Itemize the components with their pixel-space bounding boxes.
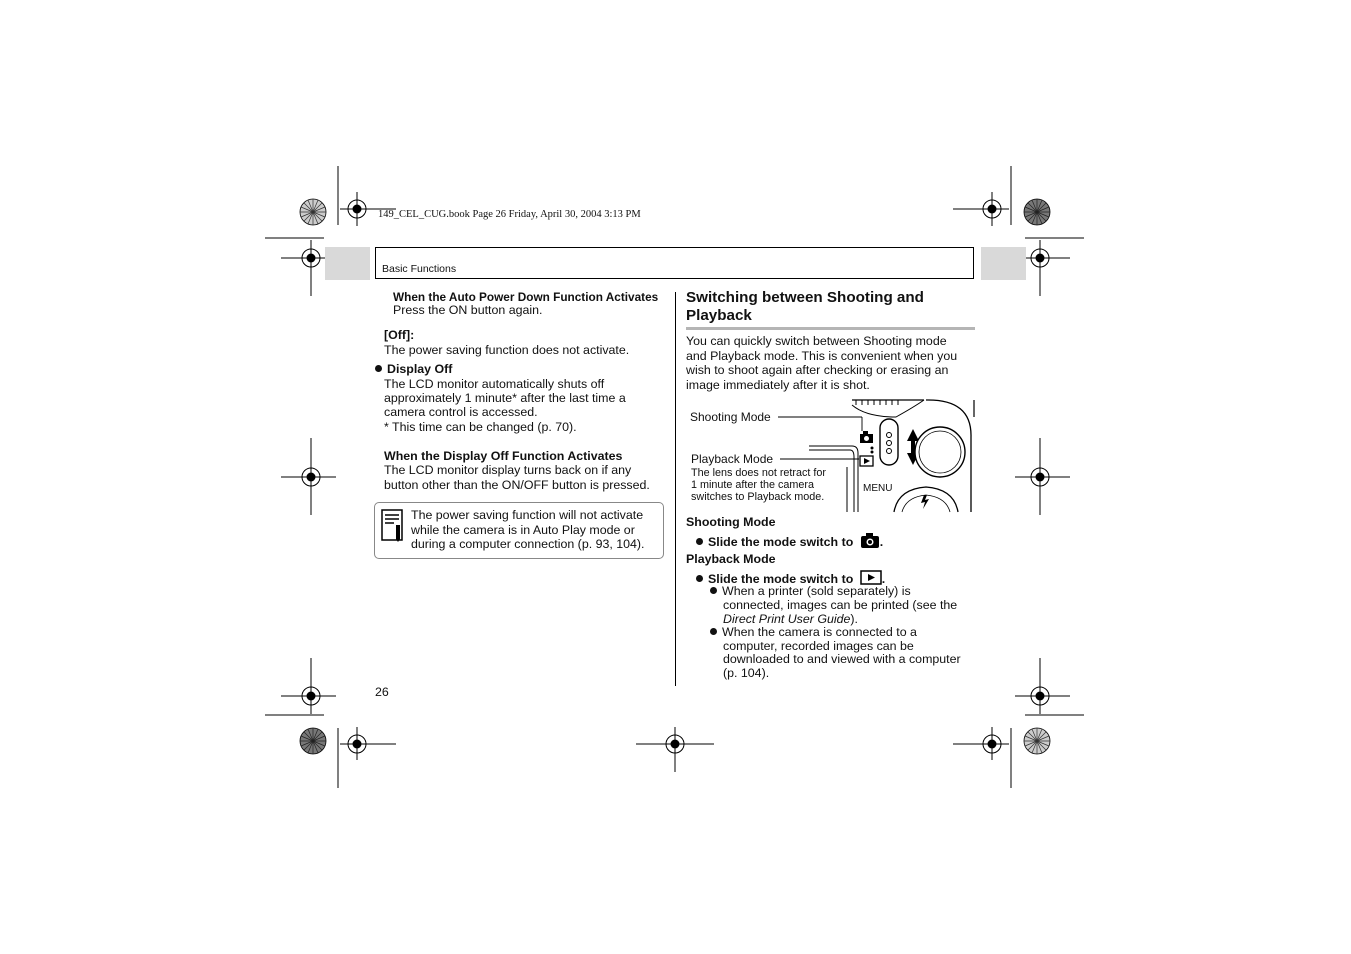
lens-note-2: 1 minute after the camera bbox=[691, 479, 815, 491]
bullet-icon bbox=[710, 628, 717, 635]
section-header-title: Basic Functions bbox=[382, 263, 457, 275]
bullet-icon bbox=[696, 538, 703, 545]
playback-mode-callout: Playback Mode bbox=[691, 452, 774, 466]
right-thumb-tab bbox=[981, 247, 1026, 280]
title-rule bbox=[686, 327, 975, 330]
intro-line-2: and Playback mode. This is convenient when you bbox=[686, 349, 958, 363]
page-number: 26 bbox=[375, 685, 389, 699]
auto-power-heading: When the Auto Power Down Function Activates bbox=[393, 290, 659, 304]
column-divider bbox=[675, 292, 676, 686]
playback-mode-heading: Playback Mode bbox=[686, 552, 776, 566]
section-title-line-1: Switching between Shooting and bbox=[686, 289, 924, 306]
note-line-1: The power saving function will not activate bbox=[411, 508, 644, 522]
playback-icon bbox=[860, 570, 882, 585]
display-off-label: Display Off bbox=[375, 362, 452, 377]
computer-line-4: (p. 104). bbox=[723, 666, 770, 680]
intro-line-3: wish to shoot again after checking or erasing an bbox=[686, 363, 949, 377]
left-thumb-tab bbox=[325, 247, 370, 280]
computer-line-2: computer, recorded images can be bbox=[723, 639, 914, 653]
printer-line-3: Direct Print User Guide). bbox=[723, 612, 858, 626]
note-line-2: while the camera is in Auto Play mode or bbox=[411, 523, 635, 537]
note-box bbox=[374, 502, 664, 559]
display-activate-heading: When the Display Off Function Activates bbox=[384, 449, 623, 463]
lens-note-3: switches to Playback mode. bbox=[691, 491, 825, 503]
shooting-mode-heading: Shooting Mode bbox=[686, 515, 776, 529]
shooting-mode-callout: Shooting Mode bbox=[690, 410, 771, 424]
computer-bullet: When the camera is connected to a bbox=[710, 625, 917, 640]
section-header bbox=[375, 247, 974, 279]
camera-icon bbox=[860, 533, 880, 548]
intro-line-1: You can quickly switch between Shooting mode bbox=[686, 334, 947, 348]
off-label: [Off]: bbox=[384, 328, 415, 342]
display-activate-text-2: button other than the ON/OFF button is pressed. bbox=[384, 478, 650, 492]
computer-line-3: downloaded to and viewed with a computer bbox=[723, 652, 961, 666]
display-off-note: * This time can be changed (p. 70). bbox=[384, 420, 577, 434]
book-slug: 149_CEL_CUG.book Page 26 Friday, April 30, 2004 3:13 PM bbox=[378, 209, 641, 220]
shooting-step: Slide the mode switch to . bbox=[696, 533, 883, 550]
bullet-icon bbox=[696, 575, 703, 582]
printer-bullet: When a printer (sold separately) is bbox=[710, 584, 911, 599]
mode-switch-diagram bbox=[686, 397, 976, 513]
display-off-text-1: The LCD monitor automatically shuts off bbox=[384, 377, 605, 391]
playback-step: Slide the mode switch to . bbox=[696, 570, 885, 587]
off-text: The power saving function does not activate. bbox=[384, 343, 630, 357]
display-off-text-3: camera control is accessed. bbox=[384, 405, 538, 419]
lens-note-1: The lens does not retract for bbox=[691, 467, 827, 479]
bullet-icon bbox=[375, 365, 382, 372]
display-off-text-2: approximately 1 minute* after the last time a bbox=[384, 391, 626, 405]
note-line-3: during a computer connection (p. 93, 104). bbox=[411, 537, 645, 551]
printer-line-2: connected, images can be printed (see the bbox=[723, 598, 958, 612]
memo-icon bbox=[381, 509, 405, 543]
display-activate-text-1: The LCD monitor display turns back on if any bbox=[384, 463, 632, 477]
section-title-line-2: Playback bbox=[686, 307, 752, 324]
intro-line-4: image immediately after it is shot. bbox=[686, 378, 870, 392]
bullet-icon bbox=[710, 587, 717, 594]
menu-button-label: MENU bbox=[863, 483, 893, 494]
auto-power-text: Press the ON button again. bbox=[393, 303, 543, 317]
